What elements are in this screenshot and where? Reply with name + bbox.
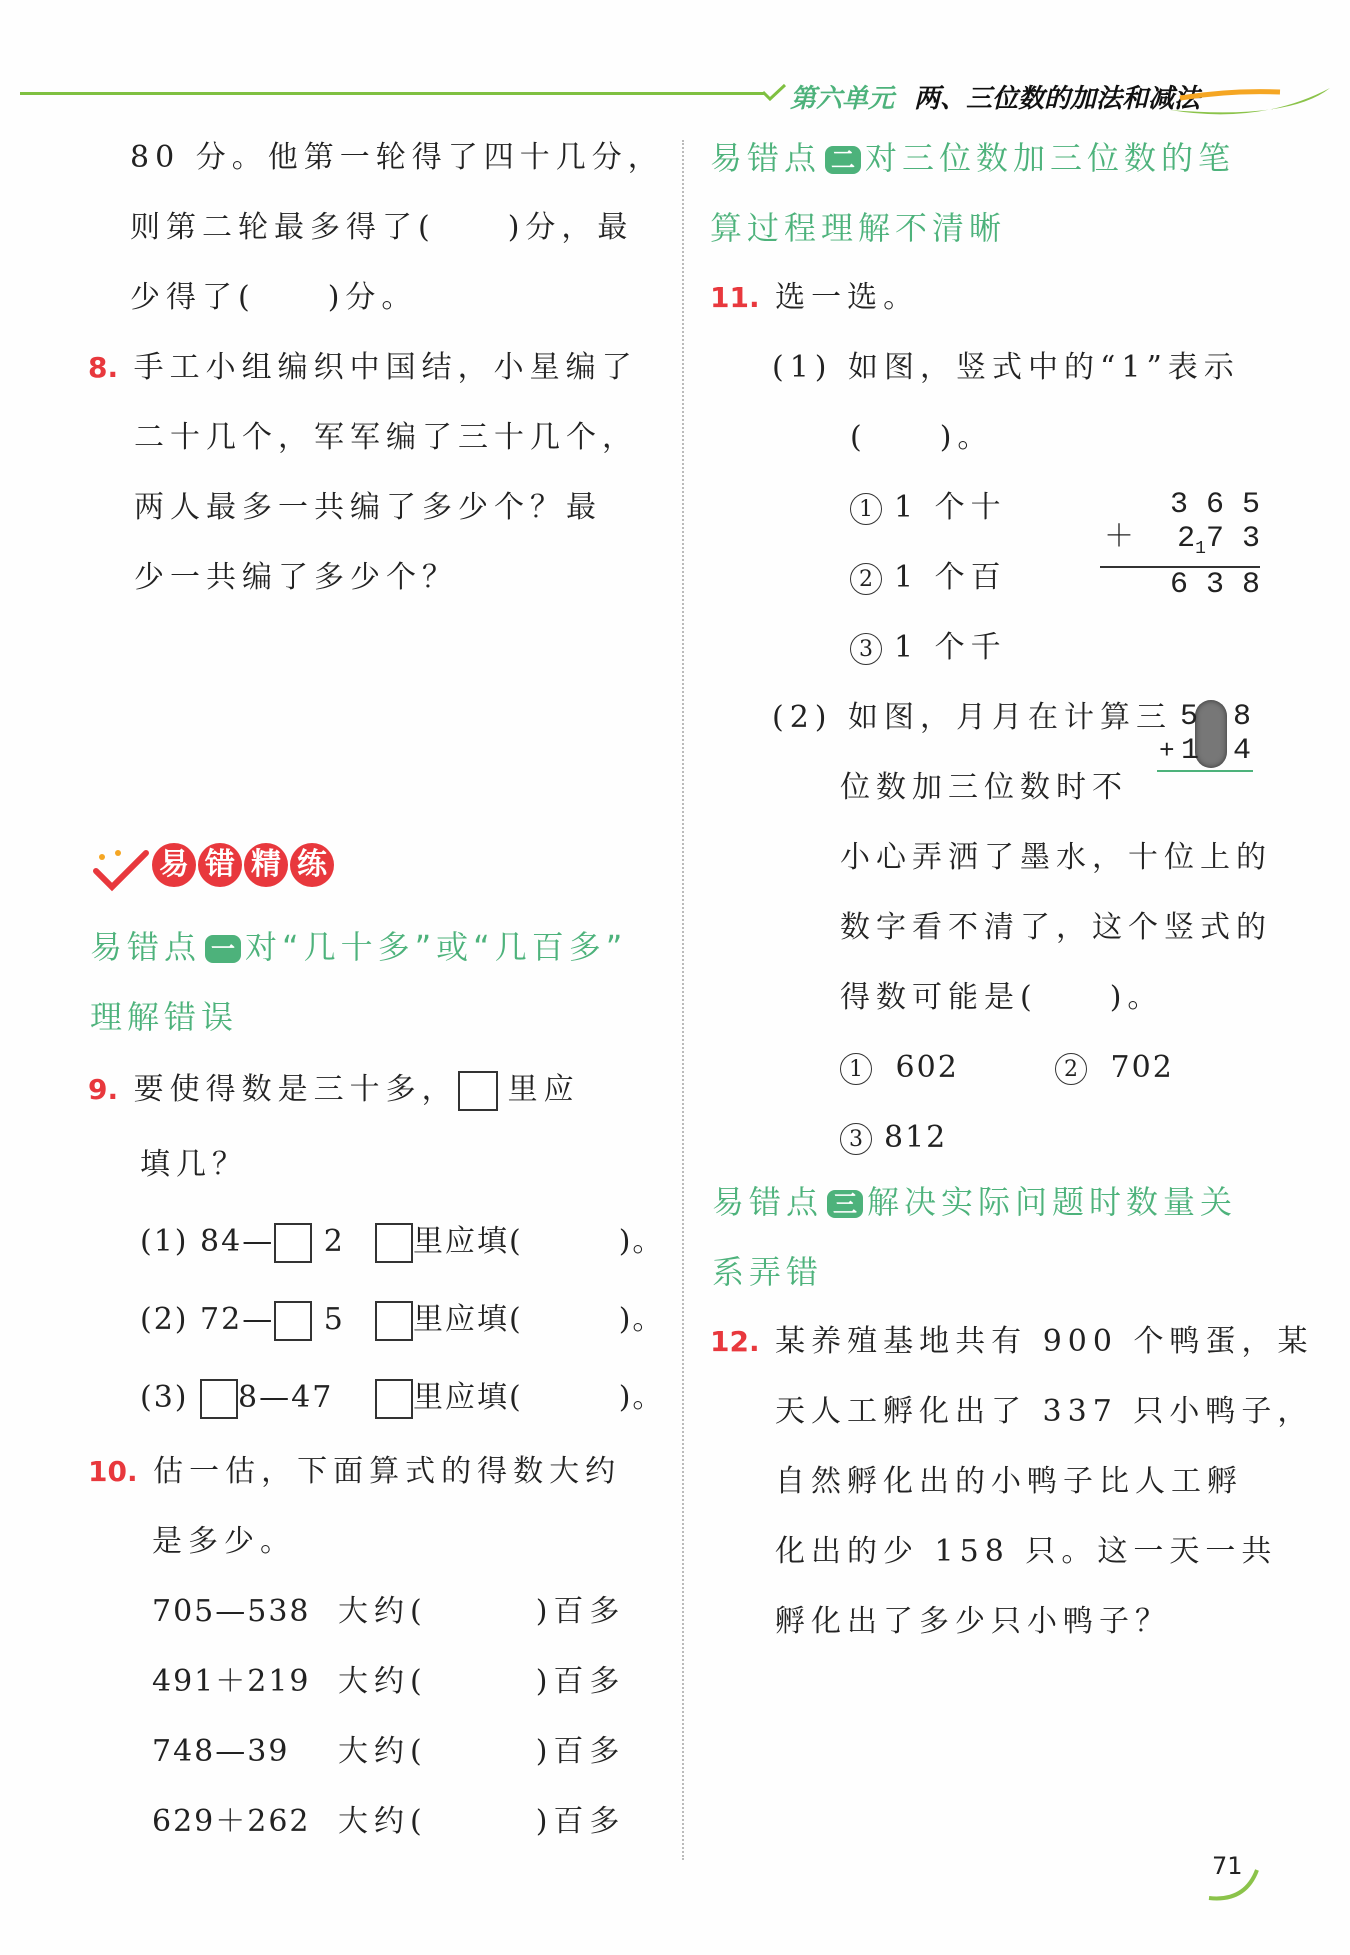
banner-char: 易 (152, 843, 196, 887)
page-number: 71 (1212, 1852, 1243, 1880)
error-point-line-2: 理解错误 (90, 998, 239, 1036)
question-10 (88, 1452, 621, 1492)
digit: 8 (1233, 700, 1252, 734)
error-point-heading-2 (710, 136, 1235, 180)
vertical-addition-2 (1159, 700, 1265, 770)
error-point-line-1: 解决实际问题时数量关 (867, 1183, 1238, 1221)
error-point-prefix: 易错点 (712, 1183, 824, 1221)
addend-bottom (1100, 522, 1260, 568)
error-point-line-2: 系弄错 (712, 1253, 824, 1291)
q10-row-text: 大约( )百多 (338, 1664, 626, 1699)
q10-row-text: 大约( )百多 (338, 1734, 626, 1769)
q10-row-expr: 491＋219 (152, 1664, 311, 1699)
option-text: 812 (884, 1120, 948, 1155)
question-number: 11. (710, 281, 760, 314)
q9-item-fill-text: 里应填( )。 (413, 1224, 665, 1259)
q12-line-4: 化出的少 158 只。这一天一共 (775, 1534, 1278, 1569)
q11-title: 选一选。 (775, 280, 920, 315)
question-number: 12. (710, 1325, 760, 1358)
error-point-line-2: 算过程理解不清晰 (710, 209, 1007, 247)
option-text: 1 个百 (894, 560, 1007, 595)
q10-row-text: 大约( )百多 (338, 1594, 626, 1629)
error-point-tag: 二 (825, 146, 861, 174)
banner-char: 错 (198, 843, 242, 887)
error-point-tag: 三 (827, 1190, 863, 1218)
sum-result: 6 3 8 (1169, 568, 1260, 602)
question-8 (88, 348, 638, 388)
carry-digit: 1 (1195, 539, 1206, 559)
q11-p2-option (840, 1048, 959, 1088)
q9-line-1b: 里应 (507, 1072, 580, 1107)
question-number: 9. (88, 1073, 119, 1106)
header-rule (20, 92, 765, 95)
header-unit: 第六单元 (790, 84, 895, 114)
answer-box[interactable] (458, 1071, 498, 1111)
option-text: 702 (1110, 1050, 1174, 1085)
practice-banner (90, 843, 336, 893)
q11-p2-line-2: 位数加三位数时不 (840, 770, 1128, 805)
q11-p1-line-1: (1) 如图，竖式中的“1”表示 (772, 350, 1240, 385)
q9-item-digit: 8—47 (238, 1380, 334, 1415)
q11-p2-option (840, 1118, 947, 1158)
question-number: 10. (88, 1455, 138, 1488)
q9-item-digit: 5 (323, 1302, 345, 1337)
option-marker: 2 (1055, 1053, 1087, 1085)
answer-box[interactable] (274, 1301, 312, 1341)
option-marker: 1 (840, 1053, 872, 1085)
question-number: 8. (88, 351, 119, 384)
banner-char: 练 (290, 843, 334, 887)
vertical-addition-1 (1100, 488, 1260, 602)
digit: 7 3 (1205, 522, 1260, 556)
option-text: 1 个十 (894, 490, 1007, 525)
q12-line-3: 自然孵化出的小鸭子比人工孵 (775, 1464, 1243, 1499)
q12-line-1: 某养殖基地共有 900 个鸭蛋，某 (775, 1324, 1314, 1359)
option-marker: 3 (840, 1123, 872, 1155)
error-point-tag: 一 (205, 935, 241, 963)
q9-item-3-fill (375, 1378, 664, 1419)
q11-p2-line-5: 得数可能是( )。 (840, 980, 1164, 1015)
q9-item-3 (140, 1378, 333, 1419)
running-header (790, 78, 1200, 115)
q9-item-expr: (3) (140, 1380, 201, 1415)
header-title: 两、三位数的加法和减法 (914, 84, 1201, 114)
option-marker: 3 (850, 633, 882, 665)
option-text: 602 (895, 1050, 959, 1085)
header-swoosh-decoration (1170, 80, 1350, 125)
sum-rule (1157, 770, 1253, 772)
q11-p1-option (850, 488, 1007, 528)
q7-line-1: 80 分。他第一轮得了四十几分， (130, 140, 664, 175)
digit: 5 (1180, 700, 1199, 734)
q9-item-digit: 2 (323, 1224, 345, 1259)
q11-p2-line-4: 数字看不清了，这个竖式的 (840, 910, 1272, 945)
addend-top: 3 6 5 (1169, 488, 1260, 522)
option-marker: 2 (850, 563, 882, 595)
q9-line-2: 填几？ (140, 1147, 248, 1182)
q11-p2-option (1055, 1048, 1174, 1088)
q9-line-1a: 要使得数是三十多， (133, 1072, 458, 1107)
error-point-heading-3 (712, 1180, 1237, 1224)
q10-row-text: 大约( )百多 (338, 1804, 626, 1839)
q10-row-expr: 629＋262 (152, 1804, 311, 1839)
digit: 1 (1181, 734, 1200, 768)
digit: 2 (1177, 522, 1196, 556)
q9-item-expr: (2) 72— (140, 1302, 275, 1337)
question-11 (710, 278, 919, 318)
plus-sign: + (1159, 736, 1175, 766)
error-point-line-1: 对“几十多”或“几百多” (245, 928, 628, 966)
column-divider (682, 140, 684, 1860)
error-point-prefix: 易错点 (710, 139, 822, 177)
error-point-heading-1 (90, 925, 627, 969)
q8-line-3: 两人最多一共编了多少个？最 (134, 490, 602, 525)
q8-line-2: 二十几个，军军编了三十几个， (134, 420, 638, 455)
question-9 (88, 1070, 580, 1111)
checkmark-leaf-icon (760, 82, 788, 104)
q7-line-3: 少得了( )分。 (130, 280, 418, 315)
q9-item-1-fill (375, 1222, 664, 1263)
answer-box[interactable] (375, 1379, 413, 1419)
q9-item-2-fill (375, 1300, 664, 1341)
q9-item-expr: (1) 84— (140, 1224, 275, 1259)
answer-box[interactable] (274, 1223, 312, 1263)
plus-sign: ＋ (1104, 522, 1134, 556)
q10-row-expr: 705—538 (152, 1594, 311, 1629)
q11-p1-option (850, 628, 1007, 668)
question-12 (710, 1322, 1314, 1362)
q8-line-1: 手工小组编织中国结，小星编了 (133, 350, 638, 385)
q12-line-2: 天人工孵化出了 337 只小鸭子， (775, 1394, 1314, 1429)
q11-p1-line-2: ( )。 (850, 420, 994, 455)
answer-box[interactable] (200, 1379, 238, 1419)
option-text: 1 个千 (894, 630, 1007, 665)
answer-box[interactable] (375, 1223, 413, 1263)
q12-line-5: 孵化出了多少只小鸭子？ (775, 1604, 1171, 1639)
answer-box[interactable] (375, 1301, 413, 1341)
digit: 4 (1233, 734, 1252, 768)
q9-item-1 (140, 1222, 345, 1263)
option-marker: 1 (850, 493, 882, 525)
banner-char: 精 (244, 843, 288, 887)
q11-p2-line-3: 小心弄洒了墨水，十位上的 (840, 840, 1272, 875)
error-point-line-1: 对三位数加三位数的笔 (865, 139, 1236, 177)
q11-p2-line-1: (2) 如图，月月在计算三 (772, 700, 1173, 735)
q9-item-fill-text: 里应填( )。 (413, 1302, 665, 1337)
page-number-swoosh (1205, 1862, 1265, 1906)
q9-item-fill-text: 里应填( )。 (413, 1380, 665, 1415)
q11-p1-option (850, 558, 1007, 598)
q9-item-2 (140, 1300, 345, 1341)
q10-row-expr: 748—39 (152, 1734, 290, 1769)
q10-line-2: 是多少。 (152, 1524, 296, 1559)
q7-line-2: 则第二轮最多得了( )分，最 (130, 210, 634, 245)
q10-line-1: 估一估，下面算式的得数大约 (153, 1454, 622, 1489)
checkmark-sparkle-icon (90, 847, 152, 893)
q8-line-4: 少一共编了多少个？ (134, 560, 458, 595)
error-point-prefix: 易错点 (90, 928, 202, 966)
ink-blot (1195, 700, 1227, 768)
